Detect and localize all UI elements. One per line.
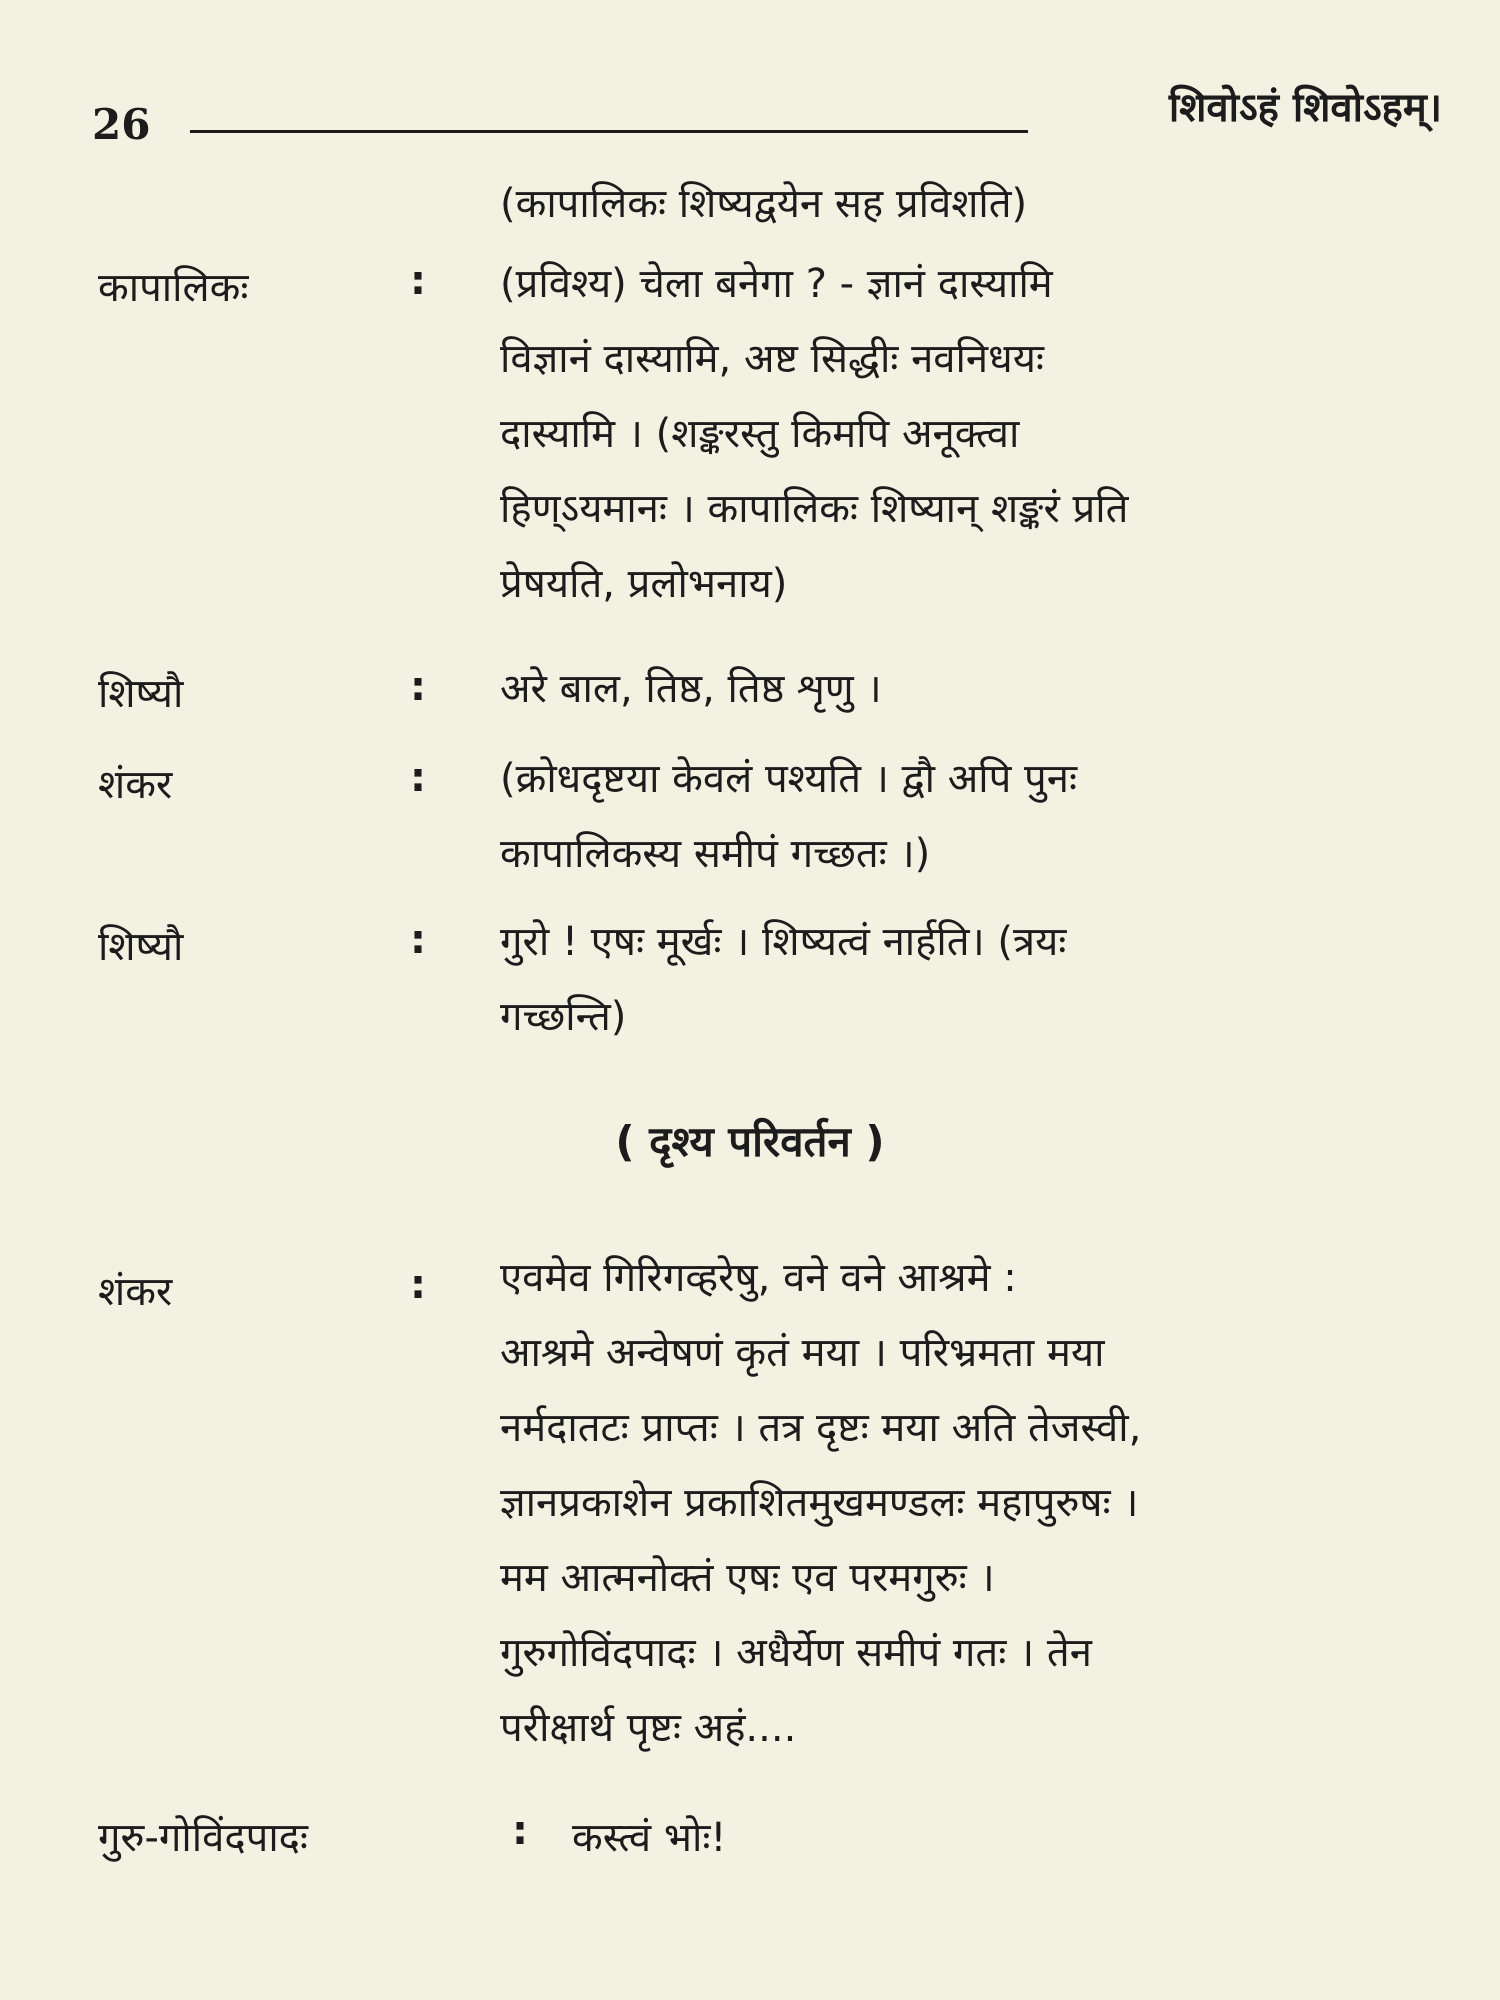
dialogue-line: (क्रोधदृष्टया केवलं पश्यति । द्वौ अपि पुनः [500, 756, 1078, 802]
speaker-name: शंकर [98, 762, 173, 808]
dialogue-line: कस्त्वं भोः! [572, 1815, 727, 1861]
dialogue-line: गुरुगोविंदपादः । अधैर्येण समीपं गतः । तेन [500, 1630, 1092, 1676]
speaker-colon: : [410, 1262, 426, 1308]
dialogue-line: परीक्षार्थ पृष्टः अहं.... [500, 1705, 797, 1751]
speaker-name: शंकर [98, 1269, 173, 1315]
dialogue-line: दास्यामि । (शङ्करस्तु किमपि अनूक्त्वा [500, 411, 1020, 457]
dialogue-line: हिण्ऽयमानः । कापालिकः शिष्यान् शङ्करं प्रति [500, 486, 1129, 532]
dialogue-line: विज्ञानं दास्यामि, अष्ट सिद्धीः नवनिधयः [500, 336, 1044, 382]
dialogue-line: एवमेव गिरिगव्हरेषु, वने वने आश्रमे : [500, 1255, 1017, 1301]
running-title: शिवोऽहं शिवोऽहम्। [1168, 85, 1442, 131]
dialogue-line: नर्मदातटः प्राप्तः । तत्र दृष्टः मया अति तेजस्वी, [500, 1405, 1142, 1451]
speaker-colon: : [410, 917, 426, 963]
stage-direction: (कापालिकः शिष्यद्वयेन सह प्रविशति) [500, 181, 1028, 227]
speaker-colon: : [410, 664, 426, 710]
speaker-name: कापालिकः [98, 265, 249, 311]
dialogue-line: गुरो ! एषः मूर्खः । शिष्यत्वं नार्हति। (त्रयः [500, 919, 1067, 965]
dialogue-block [500, 652, 1440, 727]
dialogue-line: अरे बाल, तिष्ठ, तिष्ठ शृणु । [500, 666, 882, 712]
dialogue-line: गच्छन्ति) [500, 994, 627, 1040]
speaker-colon: : [410, 258, 426, 304]
speaker-name: शिष्यौ [98, 671, 184, 717]
dialogue-line: आश्रमे अन्वेषणं कृतं मया । परिभ्रमता मया [500, 1330, 1105, 1376]
dialogue-block [500, 247, 1440, 622]
speaker-colon: : [512, 1808, 528, 1854]
speaker-colon: : [410, 755, 426, 801]
speaker-name: शिष्यौ [98, 924, 184, 970]
speaker-name: गुरु-गोविंदपादः [98, 1815, 308, 1861]
dialogue-line: (प्रविश्य) चेला बनेगा ? - ज्ञानं दास्यामि [500, 261, 1053, 307]
dialogue-line: मम आत्मनोक्तं एषः एव परमगुरुः । [500, 1555, 995, 1601]
dialogue-block [500, 1241, 1440, 1766]
dialogue-block [500, 905, 1440, 1055]
page-number: 26 [92, 100, 151, 149]
dialogue-line: प्रेषयति, प्रलोभनाय) [500, 561, 788, 607]
dialogue-line: कापालिकस्य समीपं गच्छतः ।) [500, 831, 931, 877]
header-rule [190, 130, 1028, 133]
dialogue-block [500, 742, 1440, 892]
dialogue-line: ज्ञानप्रकाशेन प्रकाशितमुखमण्डलः महापुरुषः । [500, 1480, 1139, 1526]
scene-change-heading: ( दृश्य परिवर्तन ) [615, 1117, 885, 1166]
